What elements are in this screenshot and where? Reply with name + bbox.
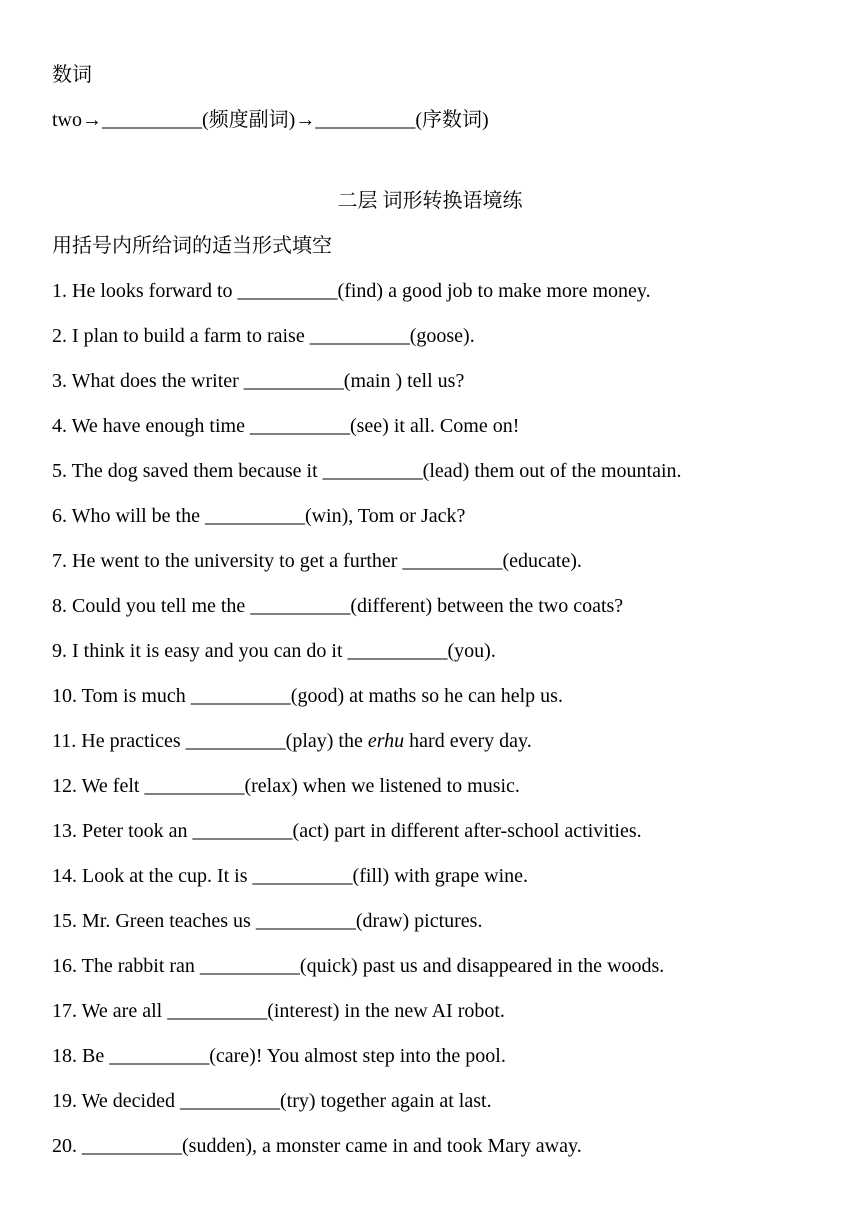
answer-blank: __________ [255, 910, 356, 932]
word-hint: (see) [349, 415, 389, 437]
answer-blank: __________ [109, 1045, 210, 1067]
question-text-before: We are all [77, 1000, 168, 1022]
question-text-before: He practices [76, 730, 186, 752]
question-2 [0, 314, 860, 359]
question-14 [0, 854, 860, 899]
question-number: 11. [52, 730, 77, 752]
answer-blank: __________ [192, 820, 293, 842]
question-6 [0, 494, 860, 539]
word-hint: (different) [350, 595, 433, 617]
word-hint: (sudden) [182, 1135, 252, 1157]
word-hint: (quick) [299, 955, 358, 977]
question-12 [0, 764, 860, 809]
question-text-after: when we listened to music. [297, 775, 520, 797]
question-text-after: at maths so he can help us. [344, 685, 563, 707]
question-text-before: Could you tell me the [67, 595, 251, 617]
question-text-after: tell us? [402, 370, 465, 392]
word-hint: (goose) [409, 325, 470, 347]
word-hint: (care) [209, 1045, 256, 1067]
word-hint: (educate) [502, 550, 577, 572]
answer-blank: __________ [402, 550, 503, 572]
question-text-before: The dog saved them because it [67, 460, 323, 482]
answer-blank: __________ [179, 1090, 280, 1112]
answer-blank: __________ [185, 730, 286, 752]
question-number: 9. [52, 640, 67, 662]
question-text-before: Be [77, 1045, 110, 1067]
answer-blank: __________ [250, 595, 351, 617]
word-hint: (try) [279, 1090, 316, 1112]
question-text-before: Look at the cup. It is [77, 865, 253, 887]
word-type-hint: (序数词) [415, 109, 489, 131]
question-11 [0, 719, 860, 764]
question-16 [0, 944, 860, 989]
word-hint: (find) [337, 280, 384, 302]
question-text-before: Mr. Green teaches us [77, 910, 256, 932]
question-text-after: , a monster came in and took Mary away. [251, 1135, 582, 1157]
question-text-before: What does the writer [67, 370, 244, 392]
question-text-after: . [490, 640, 496, 662]
answer-blank: __________ [309, 325, 410, 347]
answer-blank: __________ [190, 685, 291, 707]
question-text-before: He looks forward to [67, 280, 238, 302]
question-text-before: The rabbit ran [77, 955, 200, 977]
answer-blank: __________ [243, 370, 344, 392]
answer-blank: __________ [199, 955, 300, 977]
exercise-instruction: 用括号内所给词的适当形式填空 [52, 235, 332, 257]
question-number: 10. [52, 685, 77, 707]
question-20 [0, 1124, 860, 1169]
word-hint: (relax) [244, 775, 298, 797]
question-number: 20. [52, 1135, 77, 1157]
question-7 [0, 539, 860, 584]
question-3 [0, 359, 860, 404]
question-number: 14. [52, 865, 77, 887]
question-text-before: Who will be the [67, 505, 205, 527]
answer-blank: __________ [347, 640, 448, 662]
question-number: 13. [52, 820, 77, 842]
question-number: 18. [52, 1045, 77, 1067]
word-type-hint: (频度副词) [202, 109, 296, 131]
question-number: 19. [52, 1090, 77, 1112]
numerals-exercise-line [0, 98, 860, 143]
arrow-symbol: → [295, 109, 316, 131]
question-text-after: with grape wine. [389, 865, 529, 887]
answer-blank: __________ [204, 505, 305, 527]
answer-blank: __________ [249, 415, 350, 437]
section-title-numerals: 数词 [52, 64, 92, 86]
question-text-after-2: hard every day. [404, 730, 532, 752]
question-text-after: it all. Come on! [388, 415, 520, 437]
word-hint: (play) [285, 730, 334, 752]
answer-blank: __________ [144, 775, 245, 797]
question-number: 2. [52, 325, 67, 347]
question-text-after: a good job to make more money. [383, 280, 651, 302]
question-13 [0, 809, 860, 854]
word-hint: (you) [447, 640, 491, 662]
italic-term: erhu [367, 730, 405, 752]
question-number: 16. [52, 955, 77, 977]
word-hint: (draw) [355, 910, 410, 932]
question-15 [0, 899, 860, 944]
question-1 [0, 269, 860, 314]
question-number: 7. [52, 550, 67, 572]
answer-blank: __________ [102, 109, 202, 131]
question-10 [0, 674, 860, 719]
question-text-before: I think it is easy and you can do it [67, 640, 348, 662]
answer-blank: __________ [82, 1135, 182, 1157]
question-number: 1. [52, 280, 67, 302]
question-text-before: Peter took an [77, 820, 193, 842]
question-text-before: We have enough time [67, 415, 250, 437]
word-hint: (good) [290, 685, 345, 707]
question-text-before: He went to the university to get a further [67, 550, 403, 572]
word-hint: (interest) [267, 1000, 340, 1022]
question-text-after: between the two coats? [432, 595, 624, 617]
arrow-symbol: → [82, 109, 102, 131]
base-word: two [52, 109, 82, 131]
question-18 [0, 1034, 860, 1079]
question-4 [0, 404, 860, 449]
question-number: 6. [52, 505, 67, 527]
question-text-after: . [576, 550, 582, 572]
question-number: 4. [52, 415, 67, 437]
question-text-before: Tom is much [77, 685, 191, 707]
answer-blank: __________ [167, 1000, 268, 1022]
question-text-after: part in different after-school activities. [329, 820, 642, 842]
answer-blank: __________ [237, 280, 338, 302]
question-text-after: the [333, 730, 368, 752]
question-text-after: , Tom or Jack? [348, 505, 466, 527]
question-text-after: in the new AI robot. [339, 1000, 505, 1022]
question-17 [0, 989, 860, 1034]
word-hint: (lead) [422, 460, 470, 482]
answer-blank: __________ [252, 865, 353, 887]
question-text-after: them out of the mountain. [469, 460, 682, 482]
word-hint: (act) [292, 820, 330, 842]
question-text-after: ! You almost step into the pool. [255, 1045, 506, 1067]
question-text-after: . [469, 325, 475, 347]
question-number: 15. [52, 910, 77, 932]
question-5 [0, 449, 860, 494]
question-text-before: I plan to build a farm to raise [67, 325, 310, 347]
question-19 [0, 1079, 860, 1124]
answer-blank: __________ [322, 460, 423, 482]
question-text-before: We decided [77, 1090, 180, 1112]
question-number: 17. [52, 1000, 77, 1022]
answer-blank: __________ [315, 109, 416, 131]
question-9 [0, 629, 860, 674]
question-number: 8. [52, 595, 67, 617]
word-hint: (main ) [343, 370, 403, 392]
word-hint: (fill) [352, 865, 390, 887]
question-text-after: together again at last. [315, 1090, 492, 1112]
question-number: 5. [52, 460, 67, 482]
question-text-after: past us and disappeared in the woods. [357, 955, 665, 977]
question-number: 3. [52, 370, 67, 392]
question-number: 12. [52, 775, 77, 797]
exercise-heading: 二层 词形转换语境练 [337, 190, 523, 212]
question-8 [0, 584, 860, 629]
question-text-before: We felt [77, 775, 145, 797]
word-hint: (win) [304, 505, 349, 527]
question-text-after: pictures. [409, 910, 483, 932]
